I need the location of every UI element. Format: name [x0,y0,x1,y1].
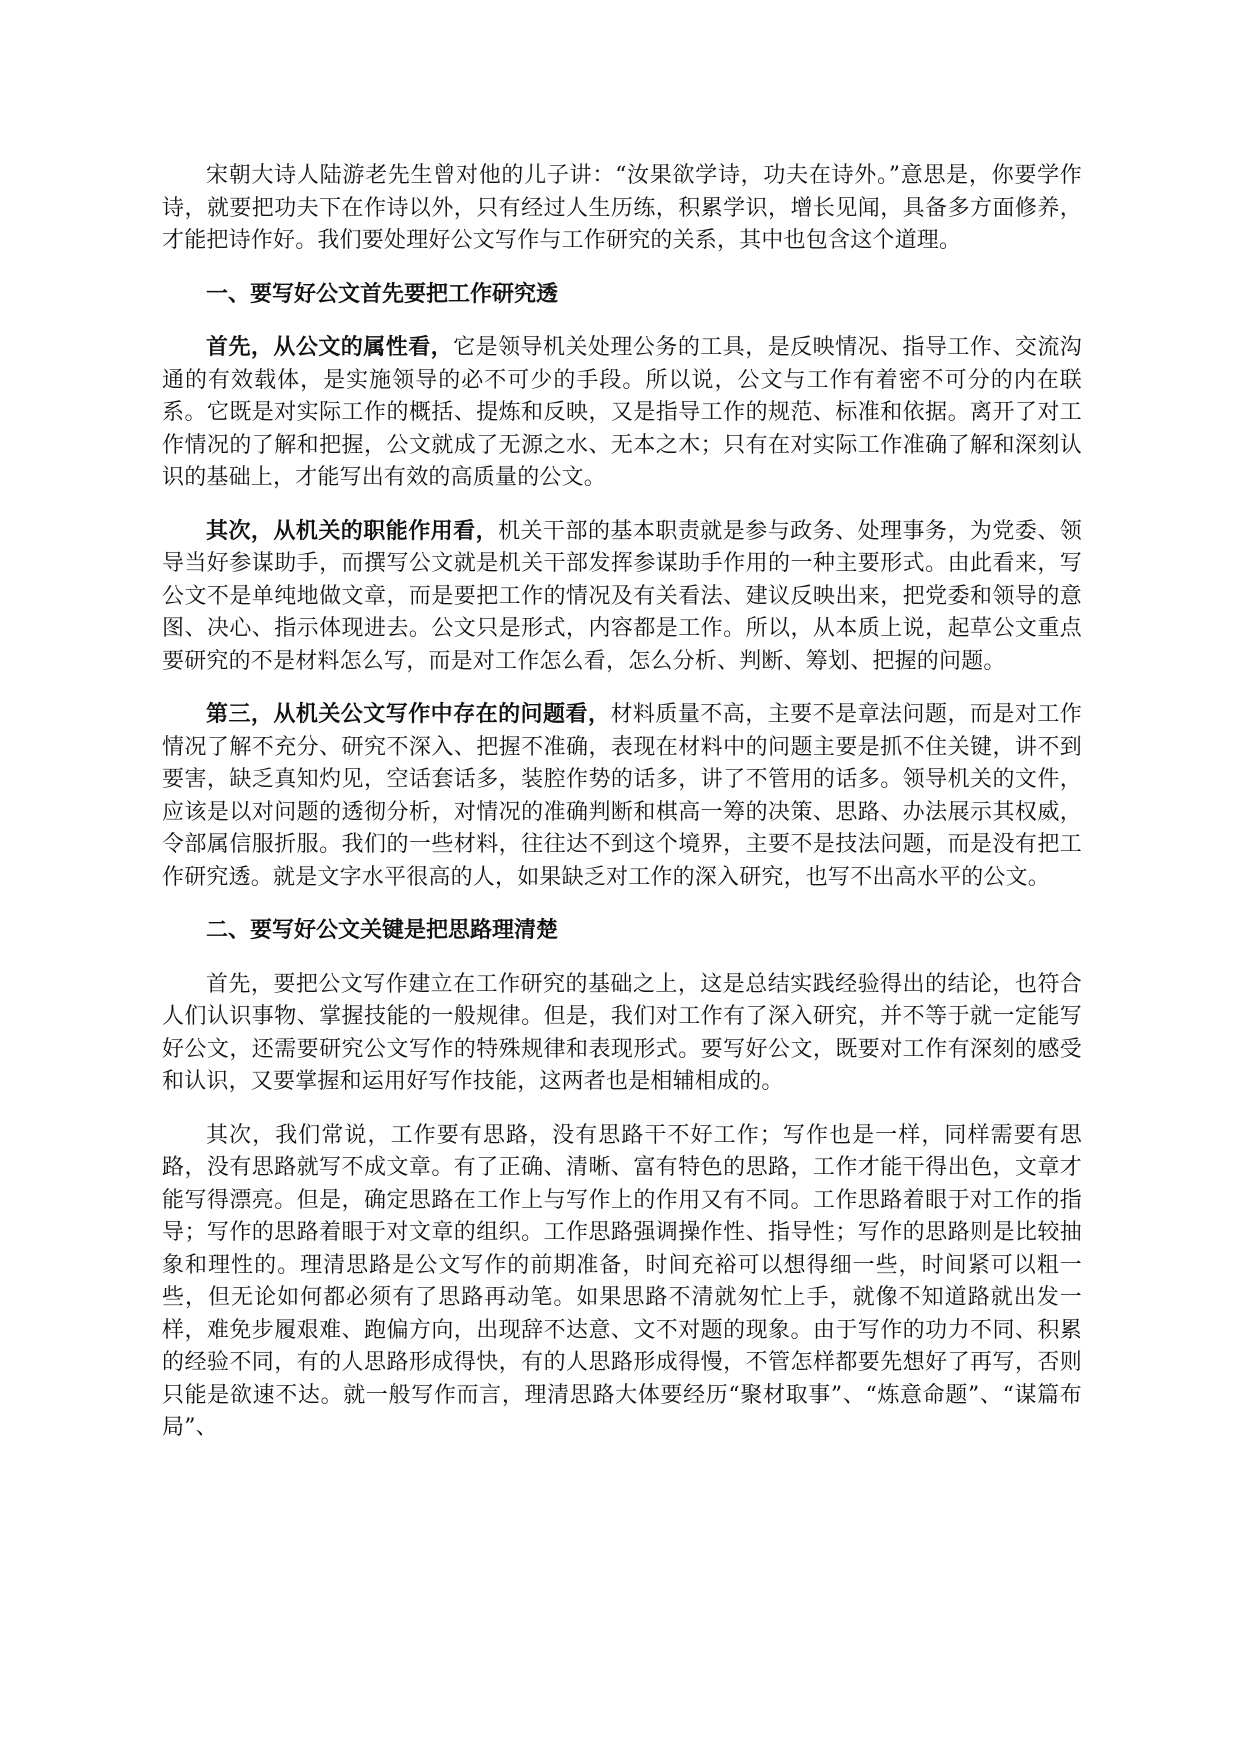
intro-paragraph: 宋朝大诗人陆游老先生曾对他的儿子讲：“汝果欲学诗，功夫在诗外。”意思是，你要学作诗，就要把功夫下在作诗以外，只有经过人生历练，积累学识，增长见闻，具备多方面修养，才能把诗作好。我们要处理好公文写作与工作研究的关系，其中也包含这个道理。 [162,163,1082,253]
paragraph-body: 它是领导机关处理公务的工具，是反映情况、指导工作、交流沟通的有效载体，是实施领导的必不可少的手段。所以说，公文与工作有着密不可分的内在联系。它既是对实际工作的概括、提炼和反映，又是指导工作的规范、标准和依据。离开了对工作情况的了解和把握，公文就成了无源之水、无本之木；只有在对实际工作准确了解和深刻认识的基础上，才能写出有效的高质量的公文。 [162,335,1082,490]
paragraph-lead: 第三，从机关公文写作中存在的问题看， [206,702,611,727]
section-2-paragraph-2: 其次，我们常说，工作要有思路，没有思路干不好工作；写作也是一样，同样需要有思路，没有思路就写不成文章。有了正确、清晰、富有特色的思路，工作才能干得出色，文章才能写得漂亮。但是，确定思路在工作上与写作上的作用又有不同。工作思路着眼于对工作的指导；写作的思路着眼于对文章的组织。工作思路强调操作性、指导性；写作的思路则是比较抽象和理性的。理清思路是公文写作的前期准备，时间充裕可以想得细一些，时间紧可以粗一些，但无论如何都必须有了思路再动笔。如果思路不清就匆忙上手，就像不知道路就出发一样，难免步履艰难、跑偏方向，出现辞不达意、文不对题的现象。由于写作的功力不同、积累的经验不同，有的人思路形成得快，有的人思路形成得慢，不管怎样都要先想好了再写，否则只能是欲速不达。就一般写作而言，理清思路大体要经历“聚材取事”、“炼意命题”、“谋篇布局”、 [162,1122,1082,1440]
section-2-heading: 二、要写好公文关键是把思路理清楚 [206,918,559,943]
section-1-paragraph-1 [162,332,1082,495]
paragraph-body: 机关干部的基本职责就是参与政务、处理事务，为党委、领导当好参谋助手，而撰写公文就是机关干部发挥参谋助手作用的一种主要形式。由此看来，写公文不是单纯地做文章，而是要把工作的情况及有关看法、建议反映出来，把党委和领导的意图、决心、指示体现进去。公文只是形式，内容都是工作。所以，从本质上说，起草公文重点要研究的不是材料怎么写，而是对工作怎么看，怎么分析、判断、筹划、把握的问题。 [162,518,1082,674]
section-1-heading: 一、要写好公文首先要把工作研究透 [206,281,559,307]
paragraph-body: 材料质量不高，主要不是章法问题，而是对工作情况了解不充分、研究不深入、把握不准确，表现在材料中的问题主要是抓不住关键，讲不到要害，缺乏真知灼见，空话套话多，装腔作势的话多，讲了不管用的话多。领导机关的文件，应该是以对问题的透彻分析，对情况的准确判断和棋高一筹的决策、思路、办法展示其权威，令部属信服折服。我们的一些材料，往往达不到这个境界，主要不是技法问题，而是没有把工作研究透。就是文字水平很高的人，如果缺乏对工作的深入研究，也写不出高水平的公文。 [162,702,1083,890]
section-1-paragraph-2 [162,516,1082,679]
section-1-paragraph-3 [162,699,1082,894]
section-2-paragraph-1: 首先，要把公文写作建立在工作研究的基础之上，这是总结实践经验得出的结论，也符合人们认识事物、掌握技能的一般规律。但是，我们对工作有了深入研究，并不等于就一定能写好公文，还需要研究公文写作的特殊规律和表现形式。要写好公文，既要对工作有深刻的感受和认识，又要掌握和运用好写作技能，这两者也是相辅相成的。 [162,971,1082,1094]
document-body [162,160,1082,1466]
paragraph-lead: 其次，从机关的职能作用看， [206,518,499,544]
paragraph-lead: 首先，从公文的属性看， [206,335,454,360]
